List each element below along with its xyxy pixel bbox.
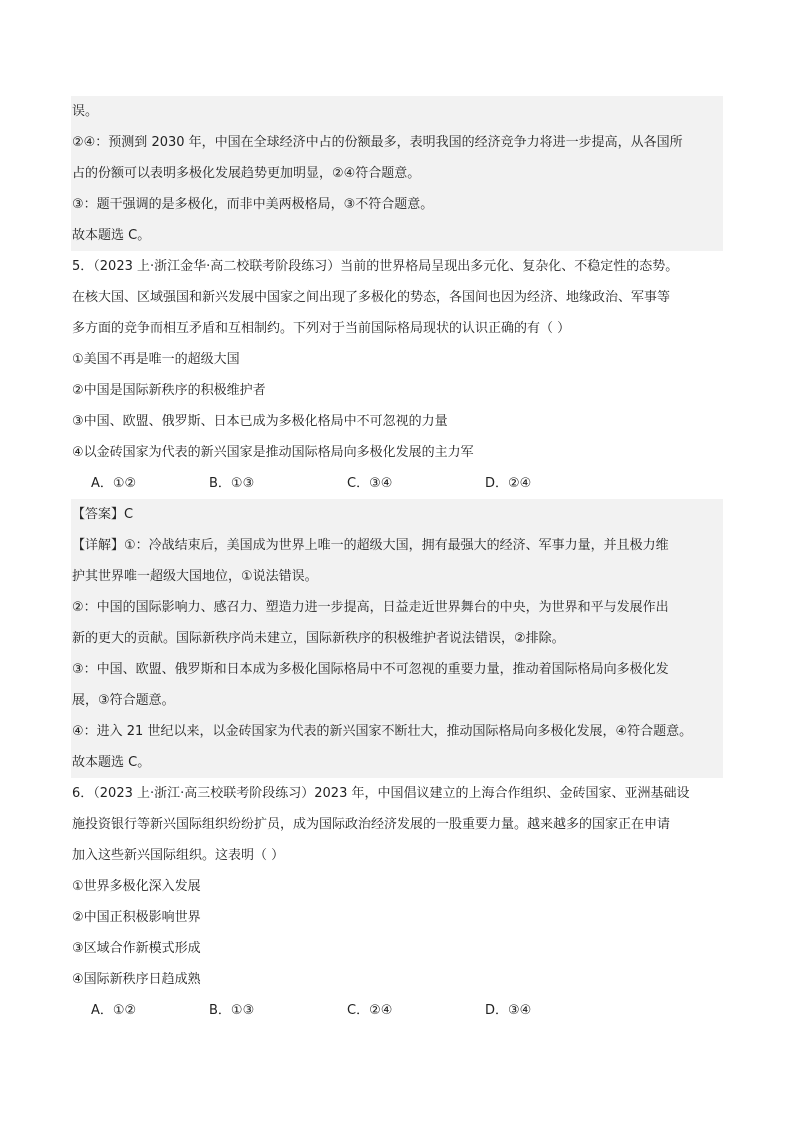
prev-answer-line-4: ③：题干强调的是多极化，而非中美两极格局，③不符合题意。 bbox=[71, 189, 723, 220]
prev-answer-conclusion: 故本题选 C。 bbox=[71, 220, 723, 251]
q6-option-b: B．①③ bbox=[209, 1003, 255, 1018]
q6-option-a: A．①② bbox=[91, 1003, 137, 1018]
q5-detail-line-5: ③：中国、欧盟、俄罗斯和日本成为多极化国际格局中不可忽视的重要力量，推动着国际格局向多极化发 bbox=[71, 654, 723, 685]
q6-item-4: ④国际新秩序日趋成熟 bbox=[72, 972, 201, 987]
q6-stem-line-1: 6．（2023 上·浙江·高三校联考阶段练习）2023 年，中国倡议建立的上海合作组织、金砖国家、亚洲基础设 bbox=[72, 786, 690, 801]
q5-options bbox=[71, 468, 723, 499]
q5-answer: 【答案】C bbox=[71, 499, 723, 530]
q5-item-1: ①美国不再是唯一的超级大国 bbox=[72, 352, 240, 367]
q6-item-2: ②中国正积极影响世界 bbox=[72, 910, 201, 925]
q6-stem-line-3: 加入这些新兴国际组织。这表明（ ） bbox=[72, 848, 285, 863]
q5-option-d: D．②④ bbox=[485, 476, 532, 491]
q6-option-d: D．③④ bbox=[485, 1003, 532, 1018]
q5-item-2: ②中国是国际新秩序的积极维护者 bbox=[72, 383, 266, 398]
q5-item-4: ④以金砖国家为代表的新兴国家是推动国际格局向多极化发展的主力军 bbox=[72, 445, 474, 460]
prev-answer-line-3: 占的份额可以表明多极化发展趋势更加明显，②④符合题意。 bbox=[71, 158, 723, 189]
q5-option-a: A．①② bbox=[91, 476, 137, 491]
q5-detail-line-3: ②：中国的国际影响力、感召力、塑造力进一步提高，日益走近世界舞台的中央，为世界和平与发展作出 bbox=[71, 592, 723, 623]
q5-detail-line-6: 展，③符合题意。 bbox=[71, 685, 723, 716]
q5-stem-line-2: 在核大国、区域强国和新兴发展中国家之间出现了多极化的势态，各国间也因为经济、地缘政治、军事等 bbox=[72, 290, 671, 305]
prev-answer-line-1: 误。 bbox=[71, 96, 723, 127]
q5-detail-line-4: 新的更大的贡献。国际新秩序尚未建立，国际新秩序的积极维护者说法错误，②排除。 bbox=[71, 623, 723, 654]
q6-item-1: ①世界多极化深入发展 bbox=[72, 879, 201, 894]
q5-stem-line-3: 多方面的竞争而相互矛盾和互相制约。下列对于当前国际格局现状的认识正确的有（ ） bbox=[72, 321, 571, 336]
q5-item-3: ③中国、欧盟、俄罗斯、日本已成为多极化格局中不可忽视的力量 bbox=[72, 414, 448, 429]
q5-detail-line-1: 【详解】①：冷战结束后，美国成为世界上唯一的超级大国，拥有最强大的经济、军事力量，并且极力维 bbox=[71, 530, 723, 561]
q6-option-c: C．②④ bbox=[347, 1003, 393, 1018]
q5-detail-conclusion: 故本题选 C。 bbox=[71, 747, 723, 778]
prev-answer-line-2: ②④：预测到 2030 年，中国在全球经济中占的份额最多，表明我国的经济竞争力将进一步提高，从各国所 bbox=[71, 127, 723, 158]
q6-options bbox=[71, 995, 723, 1026]
q5-detail-line-2: 护其世界唯一超级大国地位，①说法错误。 bbox=[71, 561, 723, 592]
q5-option-c: C．③④ bbox=[347, 476, 393, 491]
q5-stem-line-1: 5．（2023 上·浙江金华·高二校联考阶段练习）当前的世界格局呈现出多元化、复杂化、不稳定性的态势。 bbox=[72, 259, 679, 274]
page-content bbox=[71, 96, 723, 1026]
q5-detail-line-7: ④：进入 21 世纪以来，以金砖国家为代表的新兴国家不断壮大，推动国际格局向多极化发展，④符合题意。 bbox=[71, 716, 723, 747]
q6-item-3: ③区域合作新模式形成 bbox=[72, 941, 201, 956]
q6-stem-line-2: 施投资银行等新兴国际组织纷纷扩员，成为国际政治经济发展的一股重要力量。越来越多的国家正在申请 bbox=[72, 817, 671, 832]
q5-option-b: B．①③ bbox=[209, 476, 255, 491]
